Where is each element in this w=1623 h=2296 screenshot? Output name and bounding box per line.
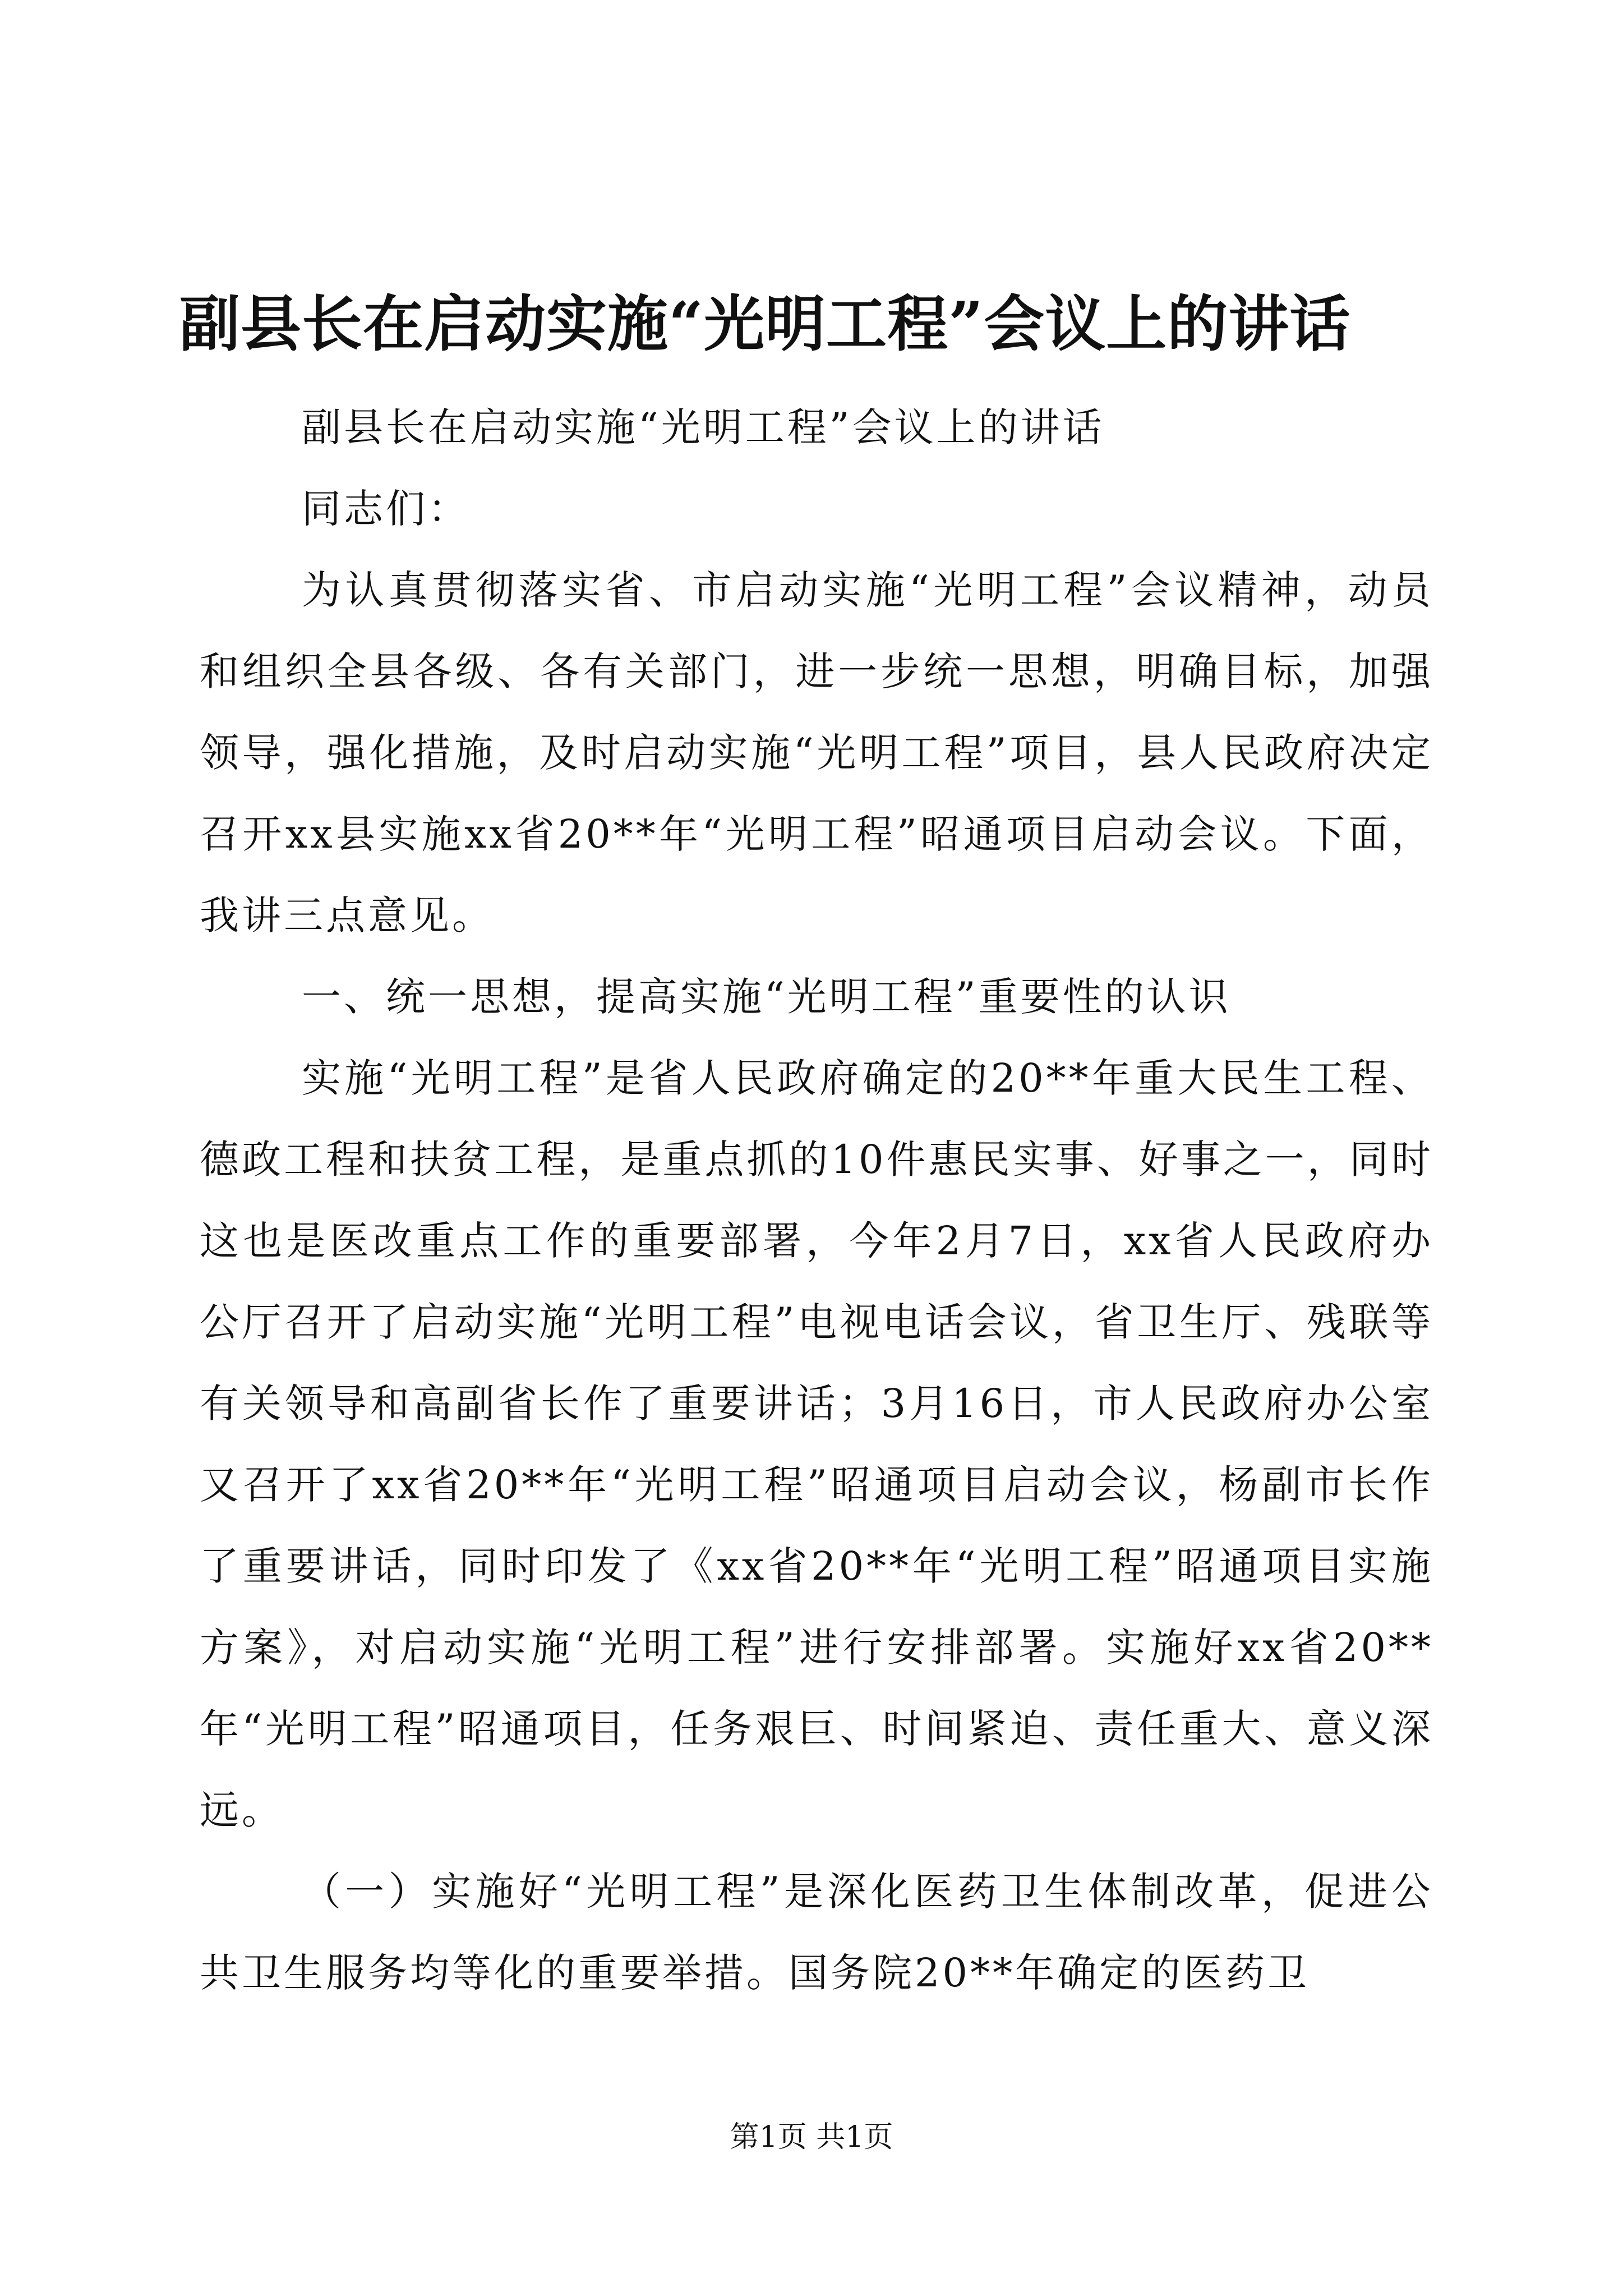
section-heading-1: 一、统一思想，提高实施“光明工程”重要性的认识: [302, 974, 1231, 1020]
document-title: 副县长在启动实施“光明工程”会议上的讲话: [179, 289, 1351, 360]
subsection-1-paragraph: （一）实施好“光明工程”是深化医药卫生体制改革，促进公共卫生服务均等化的重要举措。国务院20**年确定的医药卫: [200, 1869, 1433, 1996]
section-1-paragraph: 实施“光明工程”是省人民政府确定的20**年重大民生工程、德政工程和扶贫工程，是重点抓的10件惠民实事、好事之一，同时这也是医改重点工作的重要部署，今年2月7日，xx省人民政府办公厅召开了启动实施“光明工程”电视电话会议，省卫生厅、残联等有关领导和高副省长作了重要讲话；3月16日，市人民政府办公室又召开了xx省20**年“光明工程”昭通项目启动会议，杨副市长作了重要讲话，同时印发了《xx省20**年“光明工程”昭通项目实施方案》，对启动实施“光明工程”进行安排部署。实施好xx省20**年“光明工程”昭通项目，任务艰巨、时间紧迫、责任重大、意义深远。: [200, 1055, 1433, 1833]
greeting-paragraph: 同志们：: [302, 486, 470, 532]
intro-paragraph: 为认真贯彻落实省、市启动实施“光明工程”会议精神，动员和组织全县各级、各有关部门，进一步统一思想，明确目标，加强领导，强化措施，及时启动实施“光明工程”项目，县人民政府决定召开xx县实施xx省20**年“光明工程”昭通项目启动会议。下面，我讲三点意见。: [200, 567, 1433, 938]
document-body: [200, 387, 1433, 2014]
page-footer: 第1页 共1页: [730, 2120, 893, 2154]
subtitle-paragraph: 副县长在启动实施“光明工程”会议上的讲话: [302, 404, 1105, 450]
